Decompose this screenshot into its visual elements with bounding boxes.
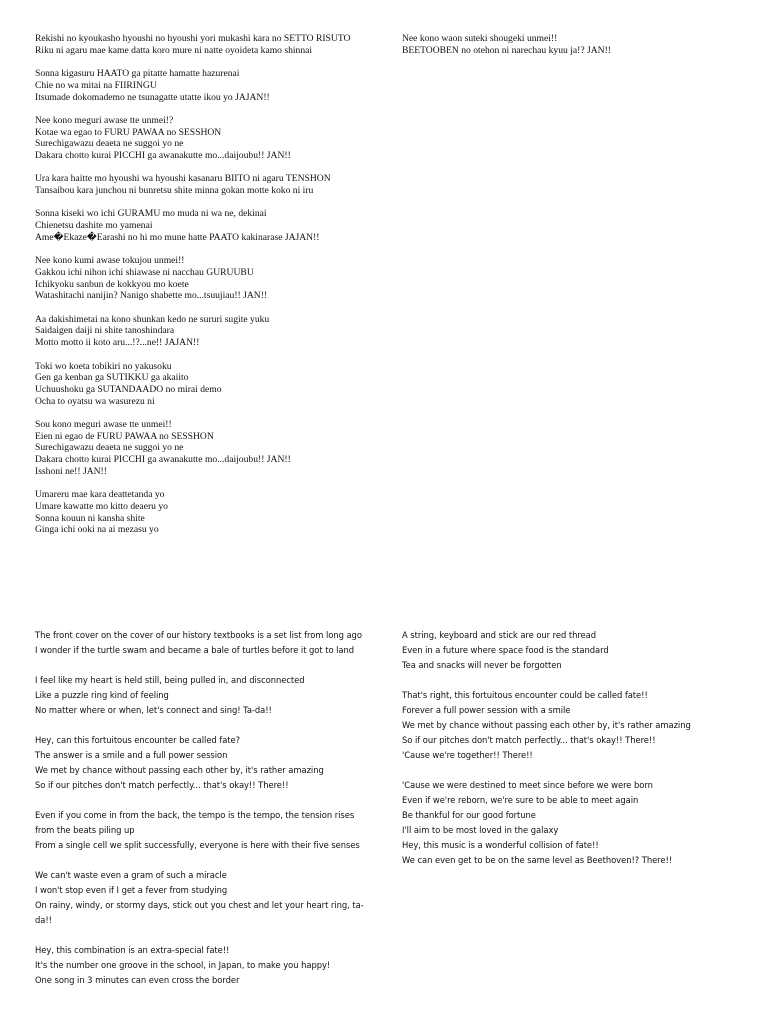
lyric-line: Surechigawazu deaeta ne suggoi yo ne [35,138,184,150]
lyric-line: Riku ni agaru mae kame datta koro mure ni natte oyoideta kamo shinnai [35,44,313,56]
lyric-line: Saidaigen daiji ni shite tanoshindara [35,325,175,337]
lyric-line: Umare kawatte mo kitto deaeru yo [35,500,168,512]
lyric-stanza [35,314,355,349]
english-lyrics-left-column [35,628,370,1003]
lyric-stanza [35,943,370,988]
lyric-line: Chienetsu dashite mo yamenai [35,220,153,232]
lyric-line: Gakkou ichi nihon ichi shiawase ni nacchau GURUUBU [35,266,254,278]
lyric-line: So if our pitches don't match perfectly... that's okay!! There!! [402,735,656,745]
lyric-stanza [402,33,732,56]
lyric-stanza [35,208,355,243]
romaji-lyrics-right-column [402,33,732,68]
lyric-stanza [35,255,355,302]
lyric-line: I'll aim to be most loved in the galaxy [402,825,559,835]
lyric-stanza [35,68,355,103]
lyric-line: Dakara chotto kurai PICCHI ga awanakutte mo...daijoubu!! JAN!! [35,150,291,161]
lyric-line: On rainy, windy, or stormy days, stick out you chest and let your heart ring, ta-da!! [35,900,364,925]
lyric-line: I feel like my heart is held still, being pulled in, and disconnected [35,675,305,685]
lyric-line: Hey, this combination is an extra-special fate!! [35,945,230,955]
lyric-stanza [35,173,355,196]
lyric-line: Ura kara haitte mo hyoushi wa hyoushi kasanaru BIITO ni agaru TENSHON [35,173,331,185]
lyric-stanza [402,778,732,868]
lyric-stanza [35,489,355,536]
lyric-stanza [35,628,370,658]
lyric-line: Umareru mae kara deattetanda yo [35,489,165,501]
lyric-line: 'Cause we were destined to meet since before we were born [402,780,653,790]
romaji-lyrics-left-column [35,33,355,548]
lyric-line: Even if you come in from the back, the tempo is the tempo, the tension rises from the beats piling up [35,810,355,835]
lyric-line: We met by chance without passing each other by, it's rather amazing [35,765,324,775]
lyric-line: Even in a future where space food is the standard [402,645,609,655]
lyric-line: Eien ni egao de FURU PAWAA no SESSHON [35,430,214,442]
lyric-line: One song in 3 minutes can even cross the border [35,975,240,985]
lyric-stanza [35,361,355,408]
lyric-line: I wonder if the turtle swam and became a bale of turtles before it got to land [35,645,355,655]
lyric-line: Sonna kouun ni kansha shite [35,512,145,524]
lyric-line: Nee kono waon suteki shougeki unmei!! [402,33,558,44]
english-lyrics-right-column [402,628,732,883]
lyric-line: Aa dakishimetai na kono shunkan kedo ne sururi sugite yuku [35,313,270,325]
lyric-stanza [35,115,355,162]
lyric-line: A string, keyboard and stick are our red thread [402,630,597,640]
lyric-line: Chie no wa mitai na FIIRINGU [35,79,157,91]
lyric-line: Nee kono kumi awase tokujou unmei!! [35,255,185,267]
lyric-line: BEETOOBEN no otehon ni narechau kyuu ja!? JAN!! [402,44,611,56]
lyric-line: No matter where or when, let's connect and sing! Ta-da!! [35,705,272,715]
lyric-line: Nee kono meguri awase tte unmei!? [35,114,174,126]
lyric-line: We met by chance without passing each other by, it's rather amazing [402,720,691,730]
lyric-stanza [35,419,355,478]
lyric-line: From a single cell we split successfully, everyone is here with their five senses [35,840,360,850]
lyric-line: The front cover on the cover of our history textbooks is a set list from long ago [35,630,362,640]
lyric-line: Be thankful for our good fortune [402,810,536,820]
lyric-line: Forever a full power session with a smile [402,705,571,715]
lyric-stanza [35,808,370,853]
lyric-line: Ame�Ekaze�Earashi no hi mo mune hatte PAATO kakinarase JAJAN!! [35,231,320,243]
lyric-stanza [35,868,370,928]
lyric-line: Watashitachi nanijin? Nanigo shabette mo...tsuujiau!! JAN!! [35,290,268,302]
lyric-line: We can't waste even a gram of such a miracle [35,870,227,880]
lyric-line: Tansaibou kara junchou ni bunretsu shite minna gokan motte koko ni iru [35,185,314,197]
lyric-line: Isshoni ne!! JAN!! [35,465,107,477]
lyric-line: It's the number one groove in the school, in Japan, to make you happy! [35,960,331,970]
lyric-line: Sonna kiseki wo ichi GURAMU mo muda ni wa ne, dekinai [35,208,267,220]
lyric-stanza [35,33,355,56]
lyric-line: The answer is a smile and a full power session [35,750,228,760]
lyric-line: Ocha to oyatsu wa wasurezu ni [35,395,155,407]
lyric-stanza [35,673,370,718]
lyric-line: Ichikyoku sanbun de kokkyou mo koete [35,278,189,290]
lyric-line: Dakara chotto kurai PICCHI ga awanakutte mo...daijoubu!! JAN!! [35,454,291,466]
lyric-line: Gen ga kenban ga SUTIKKU ga akaiito [35,372,189,384]
lyric-stanza [35,733,370,793]
lyric-stanza [402,688,732,763]
lyric-line: Rekishi no kyoukasho hyoushi no hyoushi yori mukashi kara no SETTO RISUTO [35,33,351,44]
lyric-line: Ginga ichi ooki na ai mezasu yo [35,524,159,536]
lyric-line: Hey, can this fortuitous encounter be called fate? [35,735,241,745]
lyric-line: Uchuushoku ga SUTANDAADO no mirai demo [35,383,222,395]
lyric-line: Like a puzzle ring kind of feeling [35,690,169,700]
lyric-line: I won't stop even if I get a fever from studying [35,885,228,895]
lyric-line: Even if we're reborn, we're sure to be able to meet again [402,795,639,805]
lyric-line: Sonna kigasuru HAATO ga pitatte hamatte hazurenai [35,68,240,80]
lyric-line: Tea and snacks will never be forgotten [402,660,562,670]
lyric-line: Sou kono meguri awase tte unmei!! [35,419,172,431]
lyric-line: Hey, this music is a wonderful collision of fate!! [402,840,599,850]
lyric-line: So if our pitches don't match perfectly... that's okay!! There!! [35,780,289,790]
lyric-line: Itsumade dokomademo ne tsunagatte utatte ikou yo JAJAN!! [35,91,270,103]
lyric-line: Toki wo koeta tobikiri no yakusoku [35,360,172,372]
lyric-line: 'Cause we're together!! There!! [402,750,533,760]
lyric-line: Motto motto ii koto aru...!?...ne!! JAJAN!! [35,337,200,349]
lyric-line: That's right, this fortuitous encounter could be called fate!! [402,690,648,700]
lyric-stanza [402,628,732,673]
lyric-line: We can even get to be on the same level as Beethoven!? There!! [402,855,673,865]
lyric-line: Kotae wa egao to FURU PAWAA no SESSHON [35,126,222,138]
lyric-line: Surechigawazu deaeta ne suggoi yo ne [35,442,184,454]
